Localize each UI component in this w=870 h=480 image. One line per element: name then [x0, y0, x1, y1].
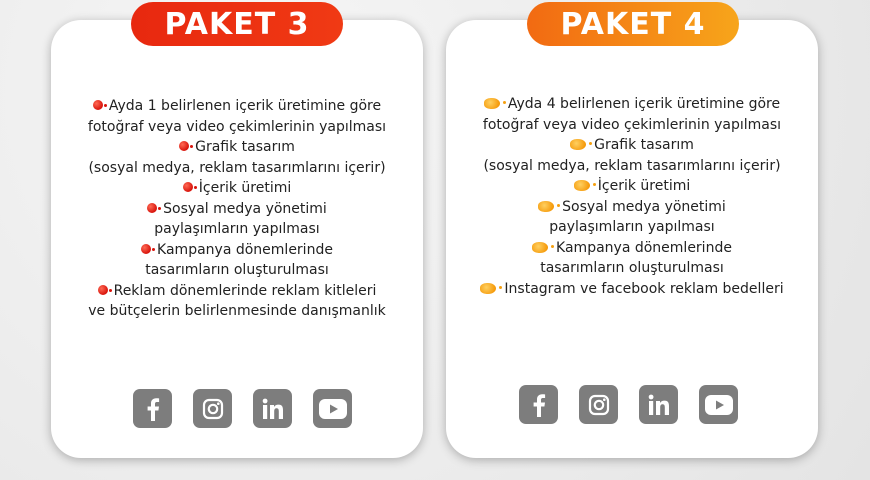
bullet-icon — [183, 181, 197, 193]
feature-text: ve bütçelerin belirlenmesinde danışmanlık — [88, 303, 386, 319]
feature-text: Instagram ve facebook reklam bedelleri — [504, 280, 784, 297]
bullet-icon — [93, 99, 107, 111]
feature-text: fotoğraf veya video çekimlerinin yapılması — [87, 118, 387, 135]
facebook-icon[interactable] — [133, 389, 172, 428]
bullet-icon — [480, 282, 502, 294]
feature-text: Sosyal medya yönetimi — [562, 198, 726, 215]
bullet-icon — [179, 140, 193, 152]
feature-text: paylaşımların yapılması — [154, 221, 320, 237]
package-4-feature-list — [446, 94, 818, 299]
instagram-icon[interactable] — [579, 385, 618, 424]
linkedin-icon[interactable] — [639, 385, 678, 424]
feature-item — [51, 281, 423, 302]
bullet-icon — [484, 97, 506, 109]
feature-text: (sosyal medya, reklam tasarımlarını içerir) — [483, 157, 781, 174]
feature-item-continuation — [51, 260, 423, 281]
feature-item-continuation — [446, 217, 818, 238]
feature-item — [446, 94, 818, 115]
feature-item — [446, 176, 818, 197]
feature-text: Ayda 1 belirlenen içerik üretimine göre — [108, 98, 382, 114]
feature-text: Kampanya dönemlerinde — [556, 239, 732, 256]
feature-item — [51, 96, 423, 117]
bullet-icon — [538, 200, 560, 212]
feature-item-continuation — [51, 219, 423, 240]
instagram-icon[interactable] — [193, 389, 232, 428]
feature-item-continuation — [51, 301, 423, 322]
feature-item — [51, 137, 423, 158]
feature-text: Sosyal medya yönetimi — [163, 200, 327, 217]
feature-text: Ayda 4 belirlenen içerik üretimine göre — [507, 96, 781, 112]
youtube-icon[interactable] — [699, 385, 738, 424]
feature-item — [446, 279, 818, 300]
package-4-social-icons — [519, 385, 738, 424]
feature-item-continuation — [446, 115, 818, 136]
bullet-icon — [98, 284, 112, 296]
feature-text: İçerik üretimi — [198, 180, 292, 196]
bullet-icon — [532, 241, 554, 253]
feature-item-continuation — [446, 258, 818, 279]
feature-text: Grafik tasarım — [594, 137, 694, 153]
feature-text: paylaşımların yapılması — [549, 219, 715, 235]
feature-item-continuation — [446, 156, 818, 177]
feature-text: (sosyal medya, reklam tasarımlarını içerir) — [88, 159, 386, 176]
feature-item — [51, 199, 423, 220]
feature-text: tasarımların oluşturulması — [540, 260, 724, 276]
bullet-icon — [141, 243, 155, 255]
feature-item — [51, 240, 423, 261]
feature-item — [446, 197, 818, 218]
youtube-icon[interactable] — [313, 389, 352, 428]
bullet-icon — [574, 179, 596, 191]
facebook-icon[interactable] — [519, 385, 558, 424]
feature-item-continuation — [51, 117, 423, 138]
package-card-3 — [51, 20, 423, 458]
bullet-icon — [147, 202, 161, 214]
package-3-title-banner: PAKET 3 — [131, 2, 343, 46]
feature-text: Grafik tasarım — [195, 139, 295, 155]
feature-text: tasarımların oluşturulması — [145, 262, 329, 278]
feature-text: fotoğraf veya video çekimlerinin yapılması — [482, 116, 782, 133]
feature-item — [446, 238, 818, 259]
feature-item — [51, 178, 423, 199]
feature-item — [446, 135, 818, 156]
package-4-title-banner: PAKET 4 — [527, 2, 739, 46]
linkedin-icon[interactable] — [253, 389, 292, 428]
feature-text: İçerik üretimi — [597, 178, 691, 194]
package-3-social-icons — [133, 389, 352, 428]
package-3-feature-list — [51, 96, 423, 322]
feature-text: Reklam dönemlerinde reklam kitleleri — [113, 282, 377, 299]
bullet-icon — [570, 138, 592, 150]
package-card-4 — [446, 20, 818, 458]
feature-item-continuation — [51, 158, 423, 179]
feature-text: Kampanya dönemlerinde — [157, 241, 333, 258]
